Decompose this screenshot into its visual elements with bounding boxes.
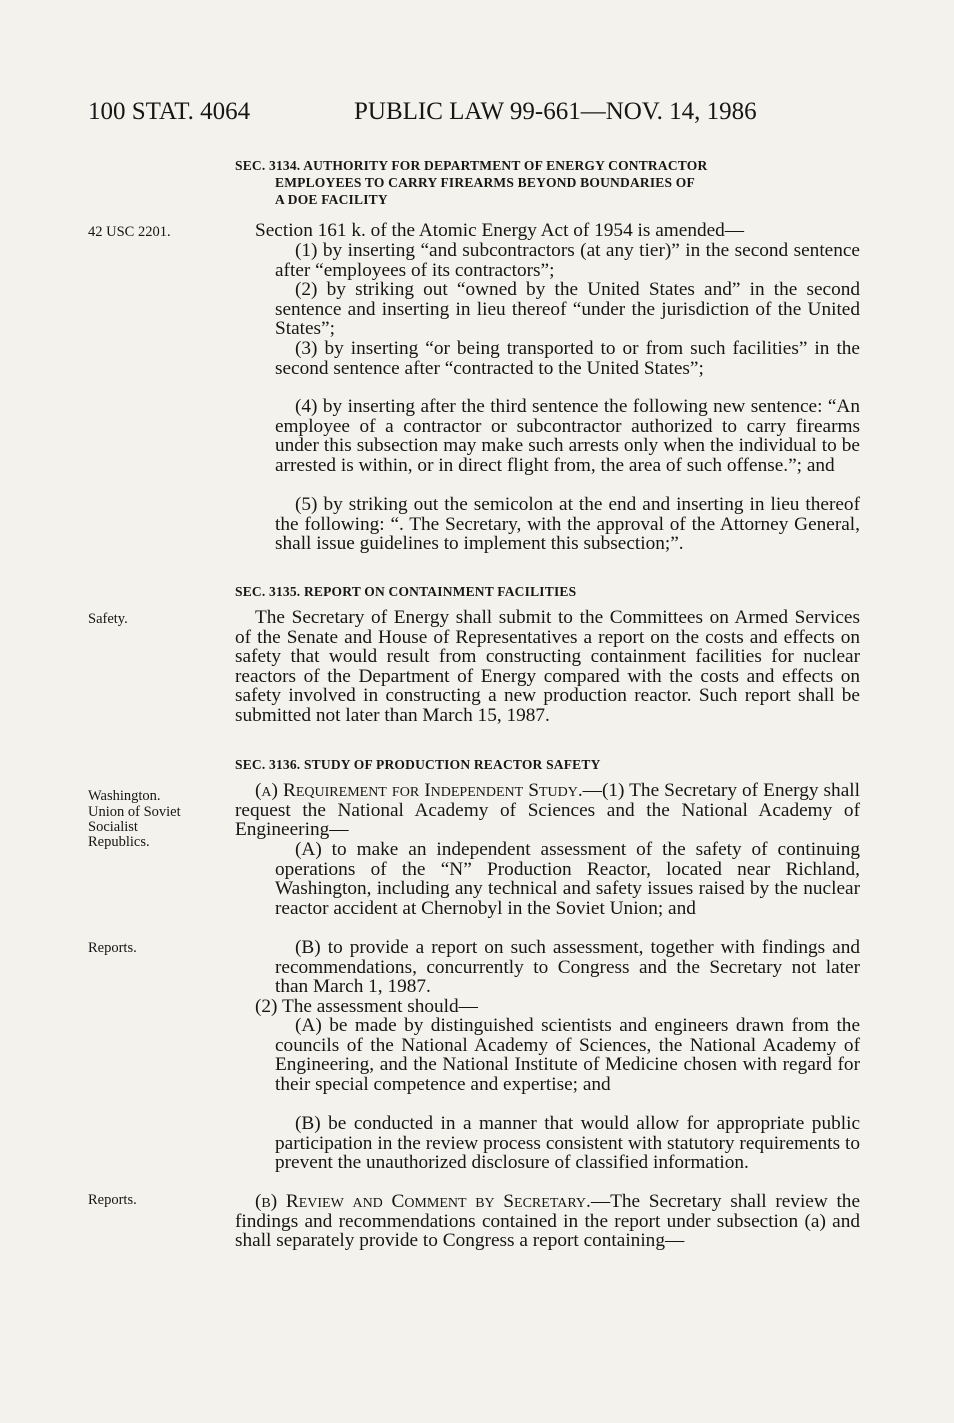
section-3136-a1B: (B) to provide a report on such assessment, together with findings and recommendations, concurrently to Congress and the Secretary not later than March 1, 1987.	[275, 937, 860, 998]
section-3136-heading: SEC. 3136. STUDY OF PRODUCTION REACTOR SAFETY	[235, 757, 601, 772]
section-3134-title-line1: SEC. 3134. AUTHORITY FOR DEPARTMENT OF ENERGY CONTRACTOR	[235, 158, 708, 173]
section-3134-title-line2: EMPLOYEES TO CARRY FIREARMS BEYOND BOUNDARIES OF	[275, 175, 695, 190]
subsection-a-text: —(1) The Secretary of Energy shall request the National Academy of Sciences and the National Academy of Engineering—	[235, 780, 860, 841]
margin-note-reports-1: Reports.	[88, 940, 137, 956]
section-3136-a	[235, 781, 860, 840]
section-3136-a1A: (A) to make an independent assessment of the safety of continuing operations of the “N” Production Reactor, located near Richland, Washington, including any technical and safety issues raised by the nuclear reactor accident at Chernobyl in the Soviet Union; and	[275, 839, 860, 919]
subsection-b-text: —The Secretary shall review the findings and recommendations contained in the report under subsection (a) and shall separately provide to Congress a report containing—	[235, 1191, 860, 1252]
section-3134-item-3: (3) by inserting “or being transported to or from such facilities” in the second sentence after “contracted to the United States”;	[275, 338, 860, 379]
section-3134-title-line3: A DOE FACILITY	[275, 192, 388, 207]
public-law-citation: PUBLIC LAW 99-661—NOV. 14, 1986	[354, 98, 757, 125]
section-3135-heading: SEC. 3135. REPORT ON CONTAINMENT FACILITIES	[235, 584, 577, 599]
subsection-a-heading: (a) Requirement for Independent Study.	[255, 780, 583, 801]
section-3134-item-4: (4) by inserting after the third sentence the following new sentence: “An employee of a contractor or subcontractor authorized to carry firearms under this subsection may make such arrests only when the individual to be arrested is within, or in direct flight from, the area of such offense.”; and	[275, 396, 860, 476]
margin-note-reports-2: Reports.	[88, 1192, 137, 1208]
section-3136-a2: (2) The assessment should—	[255, 996, 478, 1017]
section-3136-b	[235, 1192, 860, 1251]
section-3134-item-1: (1) by inserting “and subcontractors (at any tier)” in the second sentence after “employees of its contractors”;	[275, 240, 860, 281]
section-3136-a2A: (A) be made by distinguished scientists and engineers drawn from the councils of the National Academy of Sciences, the National Academy of Engineering, and the National Institute of Medicine chosen with regard for their special competence and expertise; and	[275, 1015, 860, 1095]
margin-note-usc: 42 USC 2201.	[88, 224, 171, 240]
margin-note-socialist: Socialist	[88, 819, 138, 835]
margin-note-union: Union of Soviet	[88, 804, 181, 820]
section-3134-item-5: (5) by striking out the semicolon at the end and inserting in lieu thereof the following: “. The Secretary, with the approval of the Attorney General, shall issue guidelines to implement this subsection;”.	[275, 494, 860, 555]
section-3134-intro: Section 161 k. of the Atomic Energy Act of 1954 is amended—	[255, 220, 745, 241]
section-3136-a2B: (B) be conducted in a manner that would allow for appropriate public participation in the review process consistent with statutory requirements to prevent the unauthorized disclosure of classified information.	[275, 1113, 860, 1174]
margin-note-republics: Republics.	[88, 834, 150, 850]
section-3134-item-2: (2) by striking out “owned by the United States and” in the second sentence and inserting in lieu thereof “under the jurisdiction of the United States”;	[275, 279, 860, 340]
main-text-column	[235, 0, 860, 1423]
margin-note-washington: Washington.	[88, 788, 161, 804]
margin-note-safety: Safety.	[88, 611, 128, 627]
section-3135-text: The Secretary of Energy shall submit to the Committees on Armed Services of the Senate and House of Representatives a report on the costs and effects on safety that would result from constructing containment facilities for nuclear reactors of the Department of Energy compared with the costs and effects on safety involved in constructing a new production reactor. Such report shall be submitted not later than March 15, 1987.	[235, 607, 860, 726]
subsection-b-heading: (b) Review and Comment by Secretary.	[255, 1191, 591, 1212]
section-3134-heading	[235, 157, 860, 208]
statute-page-number: 100 STAT. 4064	[88, 98, 251, 125]
